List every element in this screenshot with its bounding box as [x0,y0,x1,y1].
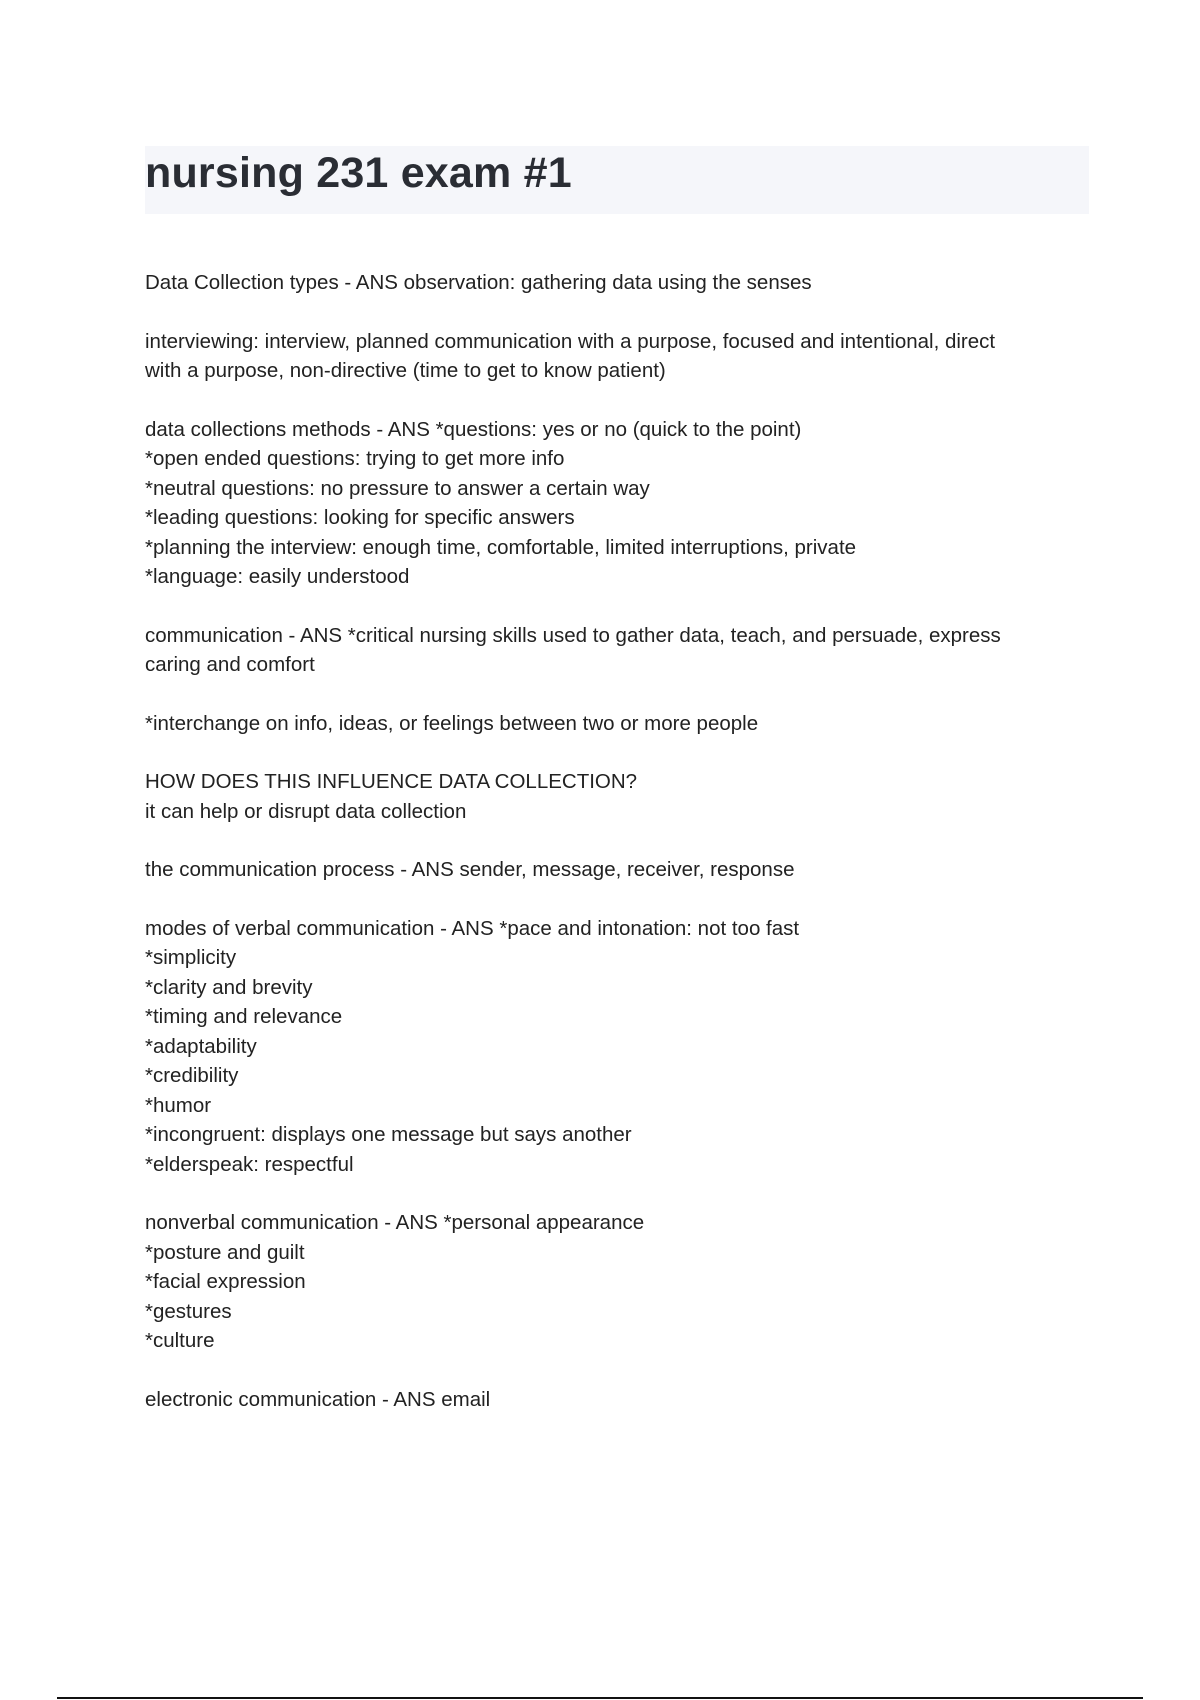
text-block [145,914,1085,1180]
text-line: *planning the interview: enough time, comfortable, limited interruptions, private [145,535,857,559]
text-block [145,855,1085,885]
text-line: *culture [145,1329,215,1352]
text-line: *simplicity [145,946,237,969]
text-line: *elderspeak: respectful [145,1152,354,1176]
text-line: Data Collection types - ANS observation: gathering data using the senses [145,271,812,294]
text-line: data collections methods - ANS *questions: yes or no (quick to the point) [145,417,802,441]
text-line: *leading questions: looking for specific answers [145,506,575,529]
text-block [145,268,1085,298]
text-line: it can help or disrupt data collection [145,799,467,823]
text-line: *posture and guilt [145,1240,305,1264]
text-line: *gestures [145,1299,232,1323]
text-line: nonverbal communication - ANS *personal appearance [145,1211,645,1234]
title-banner [145,146,1089,214]
text-block [145,415,1085,592]
text-line: with a purpose, non-directive (time to get to know patient) [145,359,666,382]
page-title: nursing 231 exam #1 [145,149,572,197]
text-line: *timing and relevance [145,1005,343,1028]
text-line: *incongruent: displays one message but says another [145,1123,632,1146]
text-line: caring and comfort [145,653,315,676]
text-block [145,327,1085,386]
text-line: modes of verbal communication - ANS *pace and intonation: not too fast [145,916,800,940]
footer-divider [57,1697,1143,1699]
text-block [145,1385,1085,1415]
text-line: interviewing: interview, planned communication with a purpose, focused and intentional, direct [145,329,996,353]
text-line: *humor [145,1093,212,1117]
text-block [145,1208,1085,1356]
text-line: *open ended questions: trying to get more info [145,447,565,470]
text-line: *adaptability [145,1034,257,1058]
text-block [145,709,1085,739]
text-line: HOW DOES THIS INFLUENCE DATA COLLECTION? [145,770,638,793]
text-line: *neutral questions: no pressure to answer a certain way [145,476,650,500]
text-line: electronic communication - ANS email [145,1387,491,1411]
text-line: *interchange on info, ideas, or feelings between two or more people [145,711,759,735]
text-block [145,621,1085,680]
text-block [145,767,1085,826]
text-line: *language: easily understood [145,565,410,588]
text-line: *facial expression [145,1270,306,1293]
text-line: communication - ANS *critical nursing skills used to gather data, teach, and persuade, express [145,623,1001,647]
text-line: *clarity and brevity [145,975,313,999]
text-line: the communication process - ANS sender, message, receiver, response [145,858,795,881]
document-body [145,268,1085,1443]
text-line: *credibility [145,1064,239,1087]
